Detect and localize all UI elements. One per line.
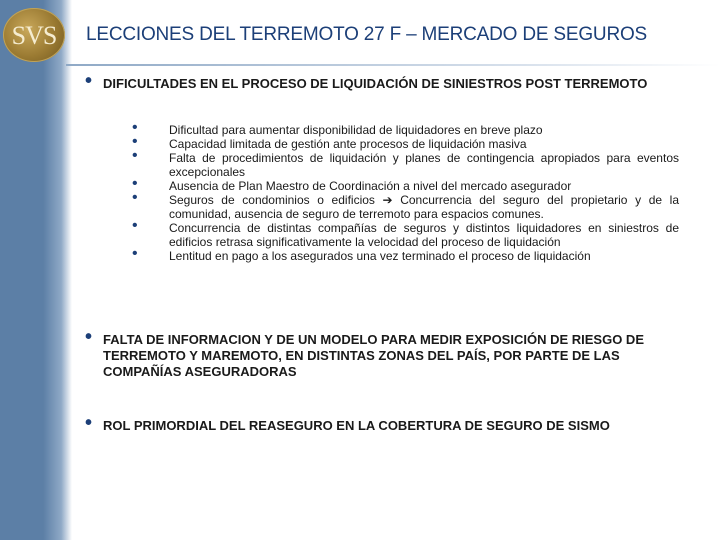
sub-list — [132, 119, 679, 263]
list-item-text: Dificultad para aumentar disponibilidad de liquidadores en breve plazo — [169, 123, 543, 137]
list-item-text: Lentitud en pago a los asegurados una vez terminado el proceso de liquidación — [169, 249, 591, 263]
bullet-icon: • — [132, 133, 138, 150]
arrow-right-icon: ➔ — [382, 193, 393, 207]
bullet-icon: • — [132, 189, 138, 206]
list-item — [132, 175, 679, 193]
bullet-item — [85, 70, 679, 92]
bullet-item — [85, 326, 679, 380]
list-item — [132, 217, 679, 249]
list-item-text: Concurrencia de distintas compañías de seguros y distintos liquidadores en siniestros de edificios retrasa significativamente la velocidad del proceso de liquidación — [169, 221, 679, 249]
bullet-icon: • — [85, 70, 93, 92]
bullet-icon: • — [132, 147, 138, 164]
bullet-item — [85, 412, 679, 434]
list-item — [132, 147, 679, 179]
bullet-text: ROL PRIMORDIAL DEL REASEGURO EN LA COBERTURA DE SEGURO DE SISMO — [103, 418, 610, 433]
bullet-icon: • — [85, 412, 93, 434]
list-item — [132, 119, 679, 137]
list-item — [132, 189, 679, 221]
bullet-text: DIFICULTADES EN EL PROCESO DE LIQUIDACIÓN DE SINIESTROS POST TERREMOTO — [103, 76, 648, 91]
header-divider — [66, 64, 720, 66]
list-item — [132, 133, 679, 151]
bullet-icon: • — [132, 119, 138, 136]
bullet-icon: • — [132, 245, 138, 262]
list-item — [132, 245, 679, 263]
bullet-icon: • — [132, 217, 138, 234]
list-item-text: Falta de procedimientos de liquidación y planes de contingencia apropiados para eventos excepcionales — [169, 151, 679, 179]
bullet-text: FALTA DE INFORMACION Y DE UN MODELO PARA MEDIR EXPOSICIÓN DE RIESGO DE TERREMOTO Y MAREMOTO, EN DISTINTAS ZONAS DEL PAÍS, POR PARTE DE LAS COMPAÑÍAS ASEGURADORAS — [103, 332, 644, 379]
sidebar-decoration — [0, 0, 72, 540]
logo-text: SVS — [11, 21, 57, 50]
list-item-text-end: Concurrencia del seguro del propietario y de la comunidad, ausencia de seguro de terremoto para espacios comunes. — [169, 193, 679, 221]
bullet-icon: • — [132, 175, 138, 192]
list-item-text: Ausencia de Plan Maestro de Coordinación a nivel del mercado asegurador — [169, 179, 572, 193]
svs-logo — [3, 8, 65, 62]
list-item-text-start: Seguros de condominios o edificios — [169, 193, 383, 207]
bullet-icon: • — [85, 326, 93, 348]
page-title: LECCIONES DEL TERREMOTO 27 F – MERCADO DE SEGUROS — [86, 24, 648, 45]
list-item-text: Capacidad limitada de gestión ante procesos de liquidación masiva — [169, 137, 527, 151]
